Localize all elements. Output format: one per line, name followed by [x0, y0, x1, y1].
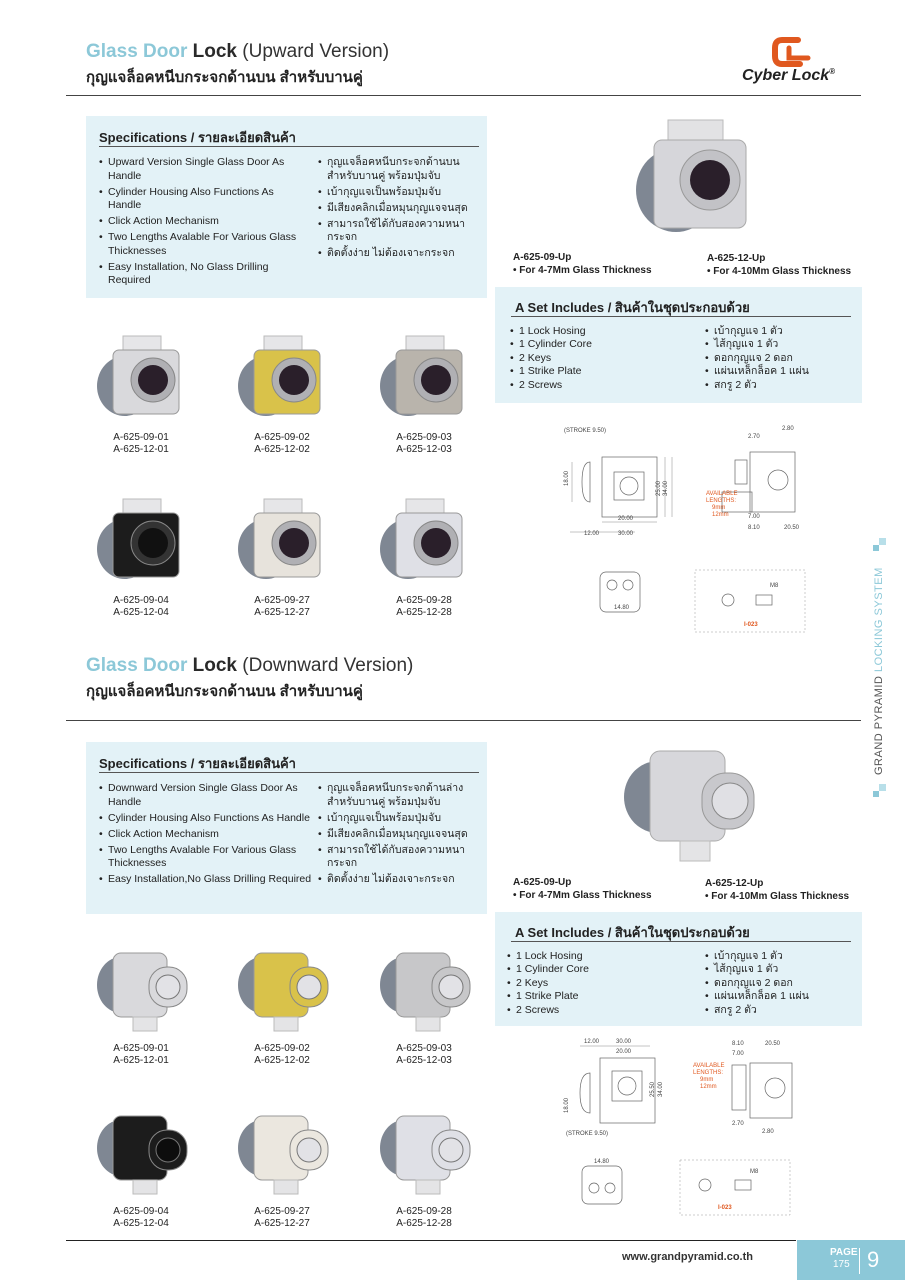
avail-label-1: AVAILABLE: [706, 491, 738, 497]
section2-rule: [66, 720, 861, 721]
product-code-12: A-625-12-01: [113, 444, 169, 455]
spec-list-th: [318, 156, 486, 263]
product-code-12: A-625-12-28: [396, 1218, 452, 1229]
logo-text: Cyber Lock®: [742, 67, 836, 84]
product-code-12: A-625-12-01: [113, 1055, 169, 1066]
product-code: [364, 1043, 484, 1067]
page-tab: [797, 1240, 905, 1280]
spec-item-th: • สามารถใช้ได้กับสองความหนากระจก: [318, 844, 486, 871]
set-list-en: [510, 325, 700, 392]
title-part3: (Upward Version): [242, 41, 390, 62]
product-image: [378, 1108, 478, 1203]
set-item-th: • เบ้ากุญแจ 1 ตัว: [705, 950, 855, 963]
dim-1480: 14.80: [614, 605, 630, 611]
spec-item-th: • มีเสียงคลิกเมื่อหมุนกุญแจจนสุด: [318, 828, 486, 842]
spec-item: • Click Action Mechanism: [99, 215, 299, 229]
model-a-desc: • For 4-7Mm Glass Thickness: [513, 265, 652, 276]
model-b-desc: • For 4-10Mm Glass Thickness: [707, 266, 852, 277]
product-code-09: A-625-09-01: [113, 1043, 169, 1054]
product-code-12: A-625-12-04: [113, 1218, 169, 1229]
set-item-th: • สกรู 2 ตัว: [705, 1004, 855, 1017]
spec-item-th: • เบ้ากุญแจเป็นพร้อมปุ่มจับ: [318, 812, 486, 826]
avail-label-2: LENGTHS:: [693, 1070, 724, 1076]
spec-item-th: • มีเสียงคลิกเมื่อหมุนกุญแจจนสุด: [318, 202, 486, 216]
spec-item-th: • ติดตั้งง่าย ไม่ต้องเจาะกระจก: [318, 873, 486, 887]
dim-20: 20.00: [616, 1049, 632, 1055]
title-part1: Glass Door: [86, 655, 188, 676]
product-image: [236, 334, 336, 429]
set-item: • 1 Cylinder Core: [507, 963, 697, 976]
dim-20: 20.00: [618, 516, 634, 522]
spec-list-en: [99, 156, 299, 290]
set-item-th: • แผ่นเหล็กล็อค 1 แผ่น: [705, 365, 855, 378]
spec-item: • Downward Version Single Glass Door As Handle: [99, 782, 324, 809]
spec-item: • Two Lengths Avalable For Various Glass Thicknesses: [99, 844, 324, 871]
spec-item: • Two Lengths Avalable For Various Glass Thicknesses: [99, 231, 299, 258]
set-item: • 1 Cylinder Core: [510, 338, 700, 351]
spec-item-th: • เบ้ากุญแจเป็นพร้อมปุ่มจับ: [318, 186, 486, 200]
page-total: 175: [833, 1259, 850, 1270]
sidebar-text: GRAND PYRAMID LOCKING SYSTEM: [873, 567, 885, 775]
product-image: [378, 334, 478, 429]
title-part1: Glass Door: [86, 41, 188, 62]
footer-url[interactable]: www.grandpyramid.co.th: [622, 1251, 753, 1263]
product-code: [81, 595, 201, 619]
section2-set-box: [495, 912, 862, 1026]
dim-2050: 20.50: [765, 1041, 781, 1047]
spec-item: • Click Action Mechanism: [99, 828, 324, 842]
product-code-09: A-625-09-03: [396, 432, 452, 443]
page-label: PAGE: [830, 1247, 858, 1258]
dim-12: 12.00: [584, 531, 600, 537]
sidebar-decor-icon: [873, 784, 887, 798]
model-a-code: A-625-09-Up: [513, 877, 572, 888]
product-code: [364, 1206, 484, 1230]
spec-divider: [99, 146, 479, 147]
spec-heading: Specifications / รายละเอียดสินค้า: [99, 756, 296, 771]
dim-280: 2.80: [782, 426, 794, 432]
avail-label-3: 9mm: [700, 1077, 714, 1083]
model-b-code: A-625-12-Up: [707, 253, 766, 264]
product-code-12: A-625-12-27: [254, 607, 310, 618]
product-image: [378, 497, 478, 592]
product-code-12: A-625-12-27: [254, 1218, 310, 1229]
product-code-09: A-625-09-28: [396, 595, 452, 606]
dim-700: 7.00: [732, 1051, 744, 1057]
set-heading: A Set Includes / สินค้าในชุดประกอบด้วย: [515, 925, 750, 940]
set-item: • 2 Keys: [510, 352, 700, 365]
set-heading: A Set Includes / สินค้าในชุดประกอบด้วย: [515, 300, 750, 315]
set-item: • 2 Screws: [510, 379, 700, 392]
set-item-th: • ไส้กุญแจ 1 ตัว: [705, 338, 855, 351]
model-a-code: A-625-09-Up: [513, 252, 572, 263]
product-code: [81, 432, 201, 456]
product-code: [81, 1043, 201, 1067]
dim-34: 34.00: [658, 1081, 664, 1097]
section2-title: [86, 655, 413, 677]
sidebar-decor-icon: [873, 538, 887, 552]
spec-item-th: • สามารถใช้ได้กับสองความหนากระจก: [318, 218, 486, 245]
section2-subtitle: กุญแจล็อคหนีบกระจกด้านบน สำหรับบานคู่: [86, 683, 363, 700]
product-code-12: A-625-12-28: [396, 607, 452, 618]
product-code-12: A-625-12-02: [254, 1055, 310, 1066]
spec-item: • Easy Installation, No Glass Drilling Required: [99, 261, 299, 288]
section1-subtitle: กุญแจล็อคหนีบกระจกด้านบน สำหรับบานคู่: [86, 69, 363, 86]
set-list-en: [507, 950, 697, 1017]
avail-label-4: 12mm: [700, 1084, 717, 1090]
dim-18: 18.00: [564, 1097, 570, 1113]
product-code-12: A-625-12-03: [396, 444, 452, 455]
spec-list-en: [99, 782, 324, 889]
product-image: [95, 334, 195, 429]
product-image: [378, 945, 478, 1040]
page-number: 9: [867, 1247, 880, 1272]
product-code-09: A-625-09-02: [254, 432, 310, 443]
model-a-desc: • For 4-7Mm Glass Thickness: [513, 890, 652, 901]
section1-title: [86, 41, 389, 63]
product-code: [364, 595, 484, 619]
product-image: [236, 497, 336, 592]
dim-30: 30.00: [616, 1039, 632, 1045]
dim-25: 25.00: [656, 480, 662, 496]
product-code-09: A-625-09-27: [254, 1206, 310, 1217]
product-code-12: A-625-12-04: [113, 607, 169, 618]
footer-rule: [66, 1240, 796, 1241]
dim-stroke: (STROKE 9.50): [566, 1131, 609, 1137]
set-item-th: • แผ่นเหล็กล็อค 1 แผ่น: [705, 990, 855, 1003]
product-code-09: A-625-09-27: [254, 595, 310, 606]
product-code-09: A-625-09-04: [113, 595, 169, 606]
dim-810: 8.10: [732, 1041, 744, 1047]
dim-280: 2.80: [762, 1129, 774, 1135]
product-code-12: A-625-12-03: [396, 1055, 452, 1066]
product-code: [364, 432, 484, 456]
set-item-th: • ดอกกุญแจ 2 ดอก: [705, 352, 855, 365]
section2-main-product-image: [620, 745, 770, 870]
part-number: I-023: [718, 1205, 732, 1211]
spec-heading: Specifications / รายละเอียดสินค้า: [99, 130, 296, 145]
section2-technical-drawing: [560, 1033, 810, 1228]
set-item-th: • สกรู 2 ตัว: [705, 379, 855, 392]
set-item: • 1 Strike Plate: [507, 990, 697, 1003]
dim-12: 12.00: [584, 1039, 600, 1045]
set-item-th: • เบ้ากุญแจ 1 ตัว: [705, 325, 855, 338]
product-image: [95, 945, 195, 1040]
product-image: [95, 1108, 195, 1203]
section2-spec-box: [86, 742, 487, 914]
set-divider: [511, 941, 851, 942]
product-code-09: A-625-09-03: [396, 1043, 452, 1054]
set-item: • 2 Screws: [507, 1004, 697, 1017]
dim-m8: M8: [770, 583, 779, 589]
dim-2050: 20.50: [784, 525, 800, 531]
spec-item: • Upward Version Single Glass Door As Handle: [99, 156, 299, 183]
page-tab-divider: [859, 1248, 860, 1274]
dim-810: 8.10: [748, 525, 760, 531]
product-code-12: A-625-12-02: [254, 444, 310, 455]
product-image: [236, 945, 336, 1040]
part-number: I-023: [744, 622, 758, 628]
spec-item: • Cylinder Housing Also Functions As Handle: [99, 812, 324, 826]
product-code-09: A-625-09-02: [254, 1043, 310, 1054]
product-code: [81, 1206, 201, 1230]
set-list-th: [705, 325, 855, 392]
dim-18: 18.00: [564, 470, 570, 486]
model-b-code: A-625-12-Up: [705, 878, 764, 889]
dim-m8: M8: [750, 1169, 759, 1175]
avail-label-2: LENGTHS:: [706, 498, 737, 504]
product-code-09: A-625-09-04: [113, 1206, 169, 1217]
section1-spec-box: [86, 116, 487, 298]
dim-2550: 25.50: [650, 1081, 656, 1097]
spec-list-th: [318, 782, 486, 889]
model-b-desc: • For 4-10Mm Glass Thickness: [705, 891, 850, 902]
section1-main-product-image: [628, 118, 763, 246]
avail-label-1: AVAILABLE: [693, 1063, 725, 1069]
section1-technical-drawing: [560, 422, 810, 637]
dim-1480: 14.80: [594, 1159, 610, 1165]
set-divider: [511, 316, 851, 317]
spec-item: • Easy Installation,No Glass Drilling Required: [99, 873, 324, 887]
avail-label-4: 12mm: [712, 512, 729, 518]
title-part3: (Downward Version): [242, 655, 414, 676]
product-code-09: A-625-09-28: [396, 1206, 452, 1217]
header-rule: [66, 95, 861, 96]
spec-item-th: • ติดตั้งง่าย ไม่ต้องเจาะกระจก: [318, 247, 486, 261]
set-item-th: • ไส้กุญแจ 1 ตัว: [705, 963, 855, 976]
product-image: [95, 497, 195, 592]
product-code: [222, 595, 342, 619]
dim-stroke: (STROKE 9.50): [564, 428, 607, 434]
spec-item-th: • กุญแจล็อคหนีบกระจกด้านล่าง สำหรับบานคู่ พร้อมปุ่มจับ: [318, 782, 486, 809]
section1-set-box: [495, 287, 862, 403]
dim-270: 2.70: [748, 434, 760, 440]
dim-34: 34.00: [663, 480, 669, 496]
product-code: [222, 432, 342, 456]
set-item: • 1 Strike Plate: [510, 365, 700, 378]
product-code-09: A-625-09-01: [113, 432, 169, 443]
set-item: • 2 Keys: [507, 977, 697, 990]
spec-item: • Cylinder Housing Also Functions As Handle: [99, 186, 299, 213]
title-part2: Lock: [192, 41, 238, 62]
set-item-th: • ดอกกุญแจ 2 ดอก: [705, 977, 855, 990]
dim-270: 2.70: [732, 1121, 744, 1127]
product-code: [222, 1206, 342, 1230]
product-image: [236, 1108, 336, 1203]
dim-30: 30.00: [618, 531, 634, 537]
spec-item-th: • กุญแจล็อคหนีบกระจกด้านบน สำหรับบานคู่ พร้อมปุ่มจับ: [318, 156, 486, 183]
set-item: • 1 Lock Hosing: [507, 950, 697, 963]
set-list-th: [705, 950, 855, 1017]
set-item: • 1 Lock Hosing: [510, 325, 700, 338]
dim-700: 7.00: [748, 514, 760, 520]
title-part2: Lock: [192, 655, 238, 676]
spec-divider: [99, 772, 479, 773]
avail-label-3: 9mm: [712, 505, 726, 511]
product-code: [222, 1043, 342, 1067]
